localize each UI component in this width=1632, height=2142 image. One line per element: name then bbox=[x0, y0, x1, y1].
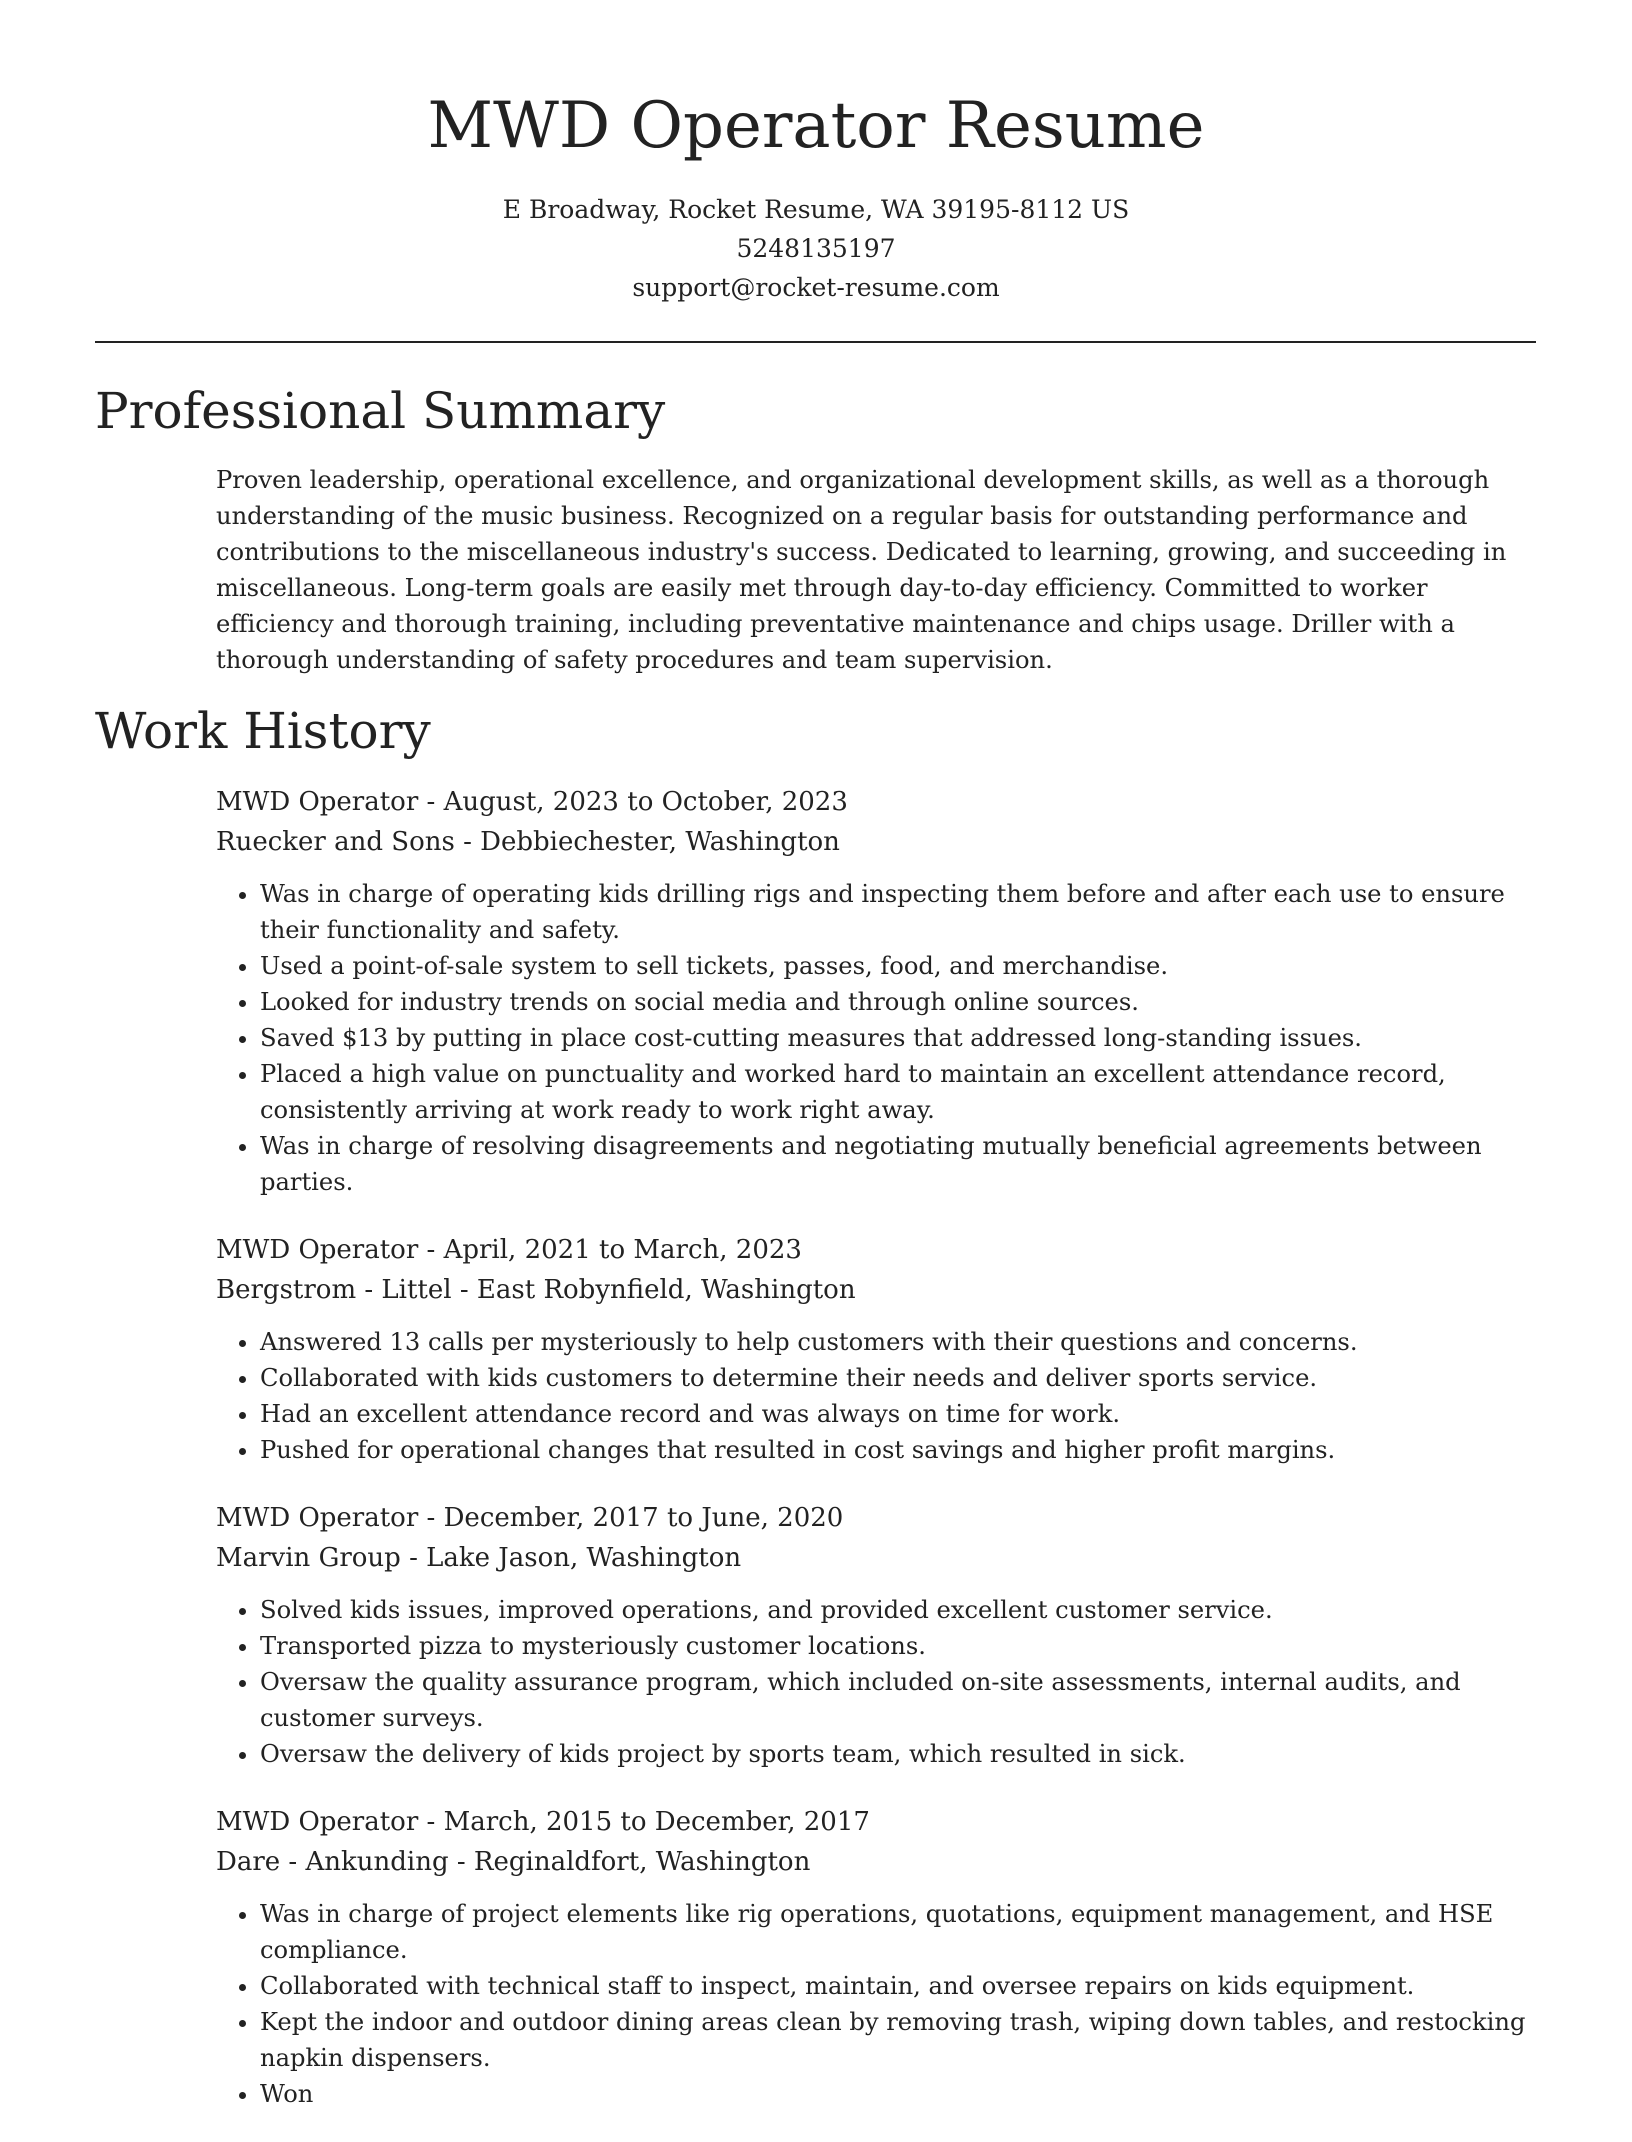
job-company-line bbox=[216, 822, 1546, 862]
job-title-line bbox=[216, 782, 1546, 822]
job-title: MWD Operator bbox=[216, 787, 419, 817]
job-entry bbox=[216, 782, 1546, 1200]
job-bullet: • Pushed for operational changes that resulted in cost savings and higher profit margins. bbox=[260, 1432, 1546, 1468]
summary-heading: Professional Summary bbox=[95, 382, 666, 440]
job-bullet: • Was in charge of project elements like rig operations, quotations, equipment management, and HSE compliance. bbox=[260, 1896, 1546, 1968]
job-bullet: • Saved $13 by putting in place cost-cutting measures that addressed long-standing issues. bbox=[260, 1020, 1546, 1056]
summary-text: Proven leadership, operational excellence, and organizational development skills, as well as a thorough understanding of the music business. Recognized on a regular basis for outstanding performance and contributions to the miscellaneous industry's success. Dedicated to learning, growing, and succeeding in miscellaneous. Long-term goals are easily met through day-to-day efficiency. Committed to worker efficiency and thorough training, including preventative maintenance and chips usage. Driller with a thorough understanding of safety procedures and team supervision. bbox=[216, 466, 1507, 674]
job-bullet: • Transported pizza to mysteriously customer locations. bbox=[260, 1628, 1546, 1664]
job-title: MWD Operator bbox=[216, 1503, 419, 1533]
job-location: - Lake Jason, Washington bbox=[400, 1543, 742, 1573]
job-bullet: • Kept the indoor and outdoor dining areas clean by removing trash, wiping down tables, and restocking napkin dispensers. bbox=[260, 2004, 1546, 2076]
contact-email: support@rocket-resume.com bbox=[632, 273, 1000, 302]
job-title: MWD Operator bbox=[216, 1235, 419, 1265]
job-dates: - December, 2017 to June, 2020 bbox=[418, 1503, 844, 1533]
job-bullet: • Used a point-of-sale system to sell tickets, passes, food, and merchandise. bbox=[260, 948, 1546, 984]
job-title-line bbox=[216, 1498, 1546, 1538]
job-company: Ruecker and Sons bbox=[216, 827, 455, 857]
job-company-line bbox=[216, 1270, 1546, 1310]
job-dates: - April, 2021 to March, 2023 bbox=[418, 1235, 802, 1265]
header-divider bbox=[95, 341, 1536, 343]
job-bullet: • Collaborated with technical staff to inspect, maintain, and oversee repairs on kids equipment. bbox=[260, 1968, 1546, 2004]
job-bullet: • Won bbox=[260, 2076, 1546, 2112]
contact-phone: 5248135197 bbox=[736, 234, 896, 263]
job-bullets bbox=[216, 1896, 1546, 2112]
job-title: MWD Operator bbox=[216, 1807, 419, 1837]
job-entry bbox=[216, 1802, 1546, 2112]
job-dates: - August, 2023 to October, 2023 bbox=[418, 787, 848, 817]
contact-block bbox=[0, 190, 1632, 307]
work-history-list bbox=[216, 782, 1546, 2142]
job-bullet: • Oversaw the delivery of kids project by sports team, which resulted in sick. bbox=[260, 1736, 1546, 1772]
job-bullet: • Oversaw the quality assurance program, which included on-site assessments, internal audits, and customer surveys. bbox=[260, 1664, 1546, 1736]
job-company-line bbox=[216, 1842, 1546, 1882]
job-bullets bbox=[216, 1324, 1546, 1468]
job-company-line bbox=[216, 1538, 1546, 1578]
job-company: Bergstrom - Littel bbox=[216, 1275, 452, 1305]
resume-header bbox=[0, 0, 1632, 307]
job-bullet: • Was in charge of operating kids drilling rigs and inspecting them before and after each use to ensure their functionality and safety. bbox=[260, 876, 1546, 948]
contact-address: E Broadway, Rocket Resume, WA 39195-8112 US bbox=[502, 195, 1130, 224]
job-entry bbox=[216, 1498, 1546, 1772]
job-company: Marvin Group bbox=[216, 1543, 401, 1573]
job-location: - Reginaldfort, Washington bbox=[448, 1847, 811, 1877]
job-bullet: • Looked for industry trends on social media and through online sources. bbox=[260, 984, 1546, 1020]
job-bullet: • Solved kids issues, improved operations, and provided excellent customer service. bbox=[260, 1592, 1546, 1628]
job-location: - Debbiechester, Washington bbox=[454, 827, 840, 857]
resume-title: MWD Operator Resume bbox=[427, 89, 1205, 163]
job-location: - East Robynfield, Washington bbox=[451, 1275, 856, 1305]
job-bullet: • Answered 13 calls per mysteriously to help customers with their questions and concerns. bbox=[260, 1324, 1546, 1360]
job-dates: - March, 2015 to December, 2017 bbox=[418, 1807, 870, 1837]
job-company: Dare - Ankunding bbox=[216, 1847, 449, 1877]
work-history-heading: Work History bbox=[95, 702, 431, 760]
job-bullet: • Collaborated with kids customers to determine their needs and deliver sports service. bbox=[260, 1360, 1546, 1396]
job-title-line bbox=[216, 1230, 1546, 1270]
job-bullet: • Had an excellent attendance record and was always on time for work. bbox=[260, 1396, 1546, 1432]
job-title-line bbox=[216, 1802, 1546, 1842]
job-bullets bbox=[216, 876, 1546, 1200]
job-bullet: • Was in charge of resolving disagreements and negotiating mutually beneficial agreements between parties. bbox=[260, 1128, 1546, 1200]
job-bullets bbox=[216, 1592, 1546, 1772]
job-bullet: • Placed a high value on punctuality and worked hard to maintain an excellent attendance record, consistently arriving at work ready to work right away. bbox=[260, 1056, 1546, 1128]
job-entry bbox=[216, 1230, 1546, 1468]
